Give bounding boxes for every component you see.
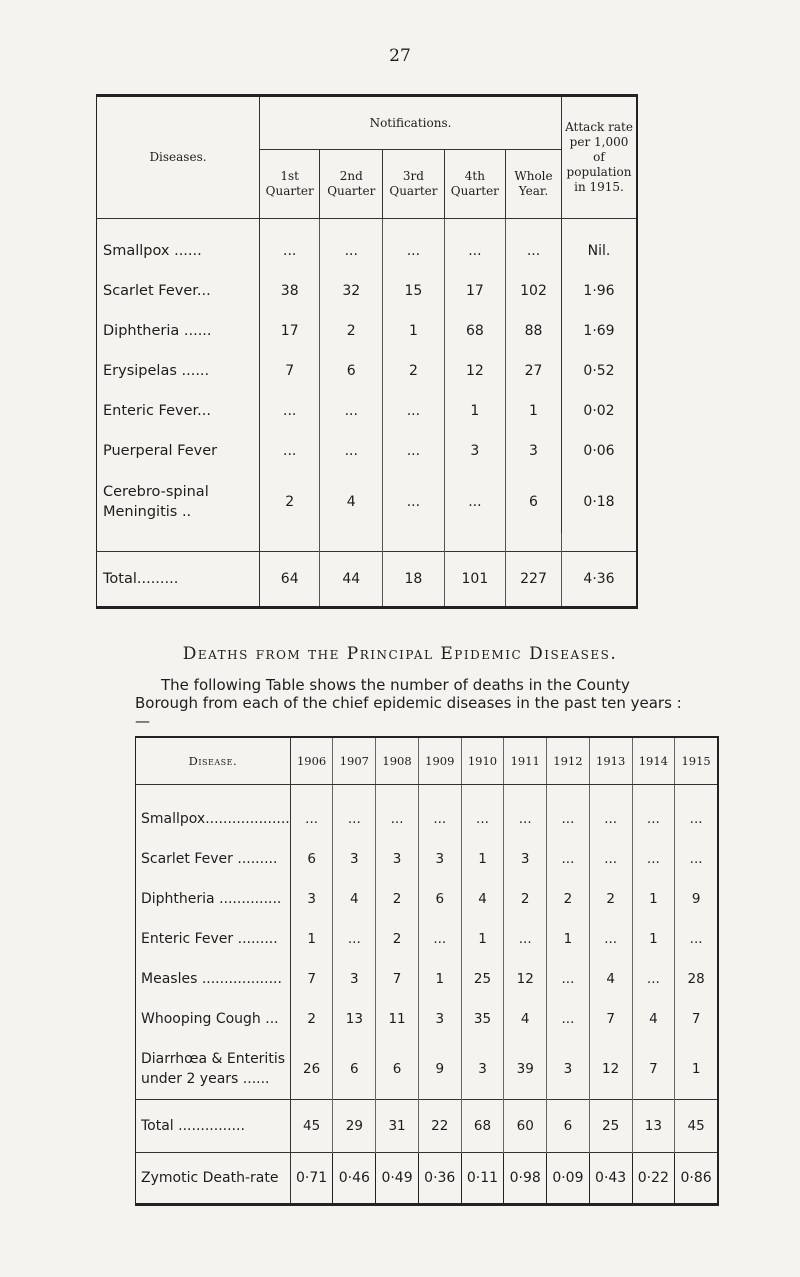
death-count: 35 xyxy=(461,999,504,1039)
notification-value: 6 xyxy=(505,471,561,533)
total-row-value: 22 xyxy=(418,1100,461,1153)
death-count: ... xyxy=(376,785,419,840)
disease-name: Puerperal Fever xyxy=(97,431,260,471)
attack-rate-header: Attack rate per 1,000 of population in 1915. xyxy=(562,96,638,219)
death-count: 12 xyxy=(589,1039,632,1100)
notification-value: ... xyxy=(383,431,445,471)
death-count: ... xyxy=(504,919,547,959)
table-row xyxy=(97,219,638,272)
death-count: ... xyxy=(418,785,461,840)
zymotic-death-rate-row-value: 0·36 xyxy=(418,1153,461,1205)
death-count: 9 xyxy=(418,1039,461,1100)
death-count: 13 xyxy=(333,999,376,1039)
disease-name: Diphtheria .............. xyxy=(136,879,291,919)
notification-value: 1 xyxy=(383,311,445,351)
deaths-table xyxy=(135,736,719,1206)
death-count: ... xyxy=(589,839,632,879)
death-count: 3 xyxy=(461,1039,504,1100)
death-count: 4 xyxy=(632,999,675,1039)
death-count: ... xyxy=(418,919,461,959)
death-count: ... xyxy=(547,999,590,1039)
death-count: 2 xyxy=(504,879,547,919)
total-value: 18 xyxy=(383,552,445,608)
death-count: 1 xyxy=(632,919,675,959)
notifications-table xyxy=(96,94,638,609)
attack-rate-value: 0·18 xyxy=(583,494,615,510)
quarter-header: 2nd Quarter xyxy=(320,150,383,219)
attack-rate-value: 0·52 xyxy=(583,363,615,379)
death-count: 1 xyxy=(290,919,333,959)
death-count: 2 xyxy=(376,919,419,959)
intro-paragraph: The following Table shows the number of deaths in the County Borough from each of the chief epidemic diseases in the past ten years :— xyxy=(135,676,682,730)
notifications-group-header: Notifications. xyxy=(260,96,562,150)
notification-value: 3 xyxy=(444,431,505,471)
notification-value: 15 xyxy=(383,271,445,311)
death-count: 3 xyxy=(333,959,376,999)
zymotic-death-rate-row-value: 0·43 xyxy=(589,1153,632,1205)
table-row xyxy=(97,471,638,533)
death-count: 39 xyxy=(504,1039,547,1100)
total-row-value: 60 xyxy=(504,1100,547,1153)
death-count: ... xyxy=(689,811,703,827)
death-count: 12 xyxy=(504,959,547,999)
total-row xyxy=(97,552,638,608)
zymotic-death-rate-row-value: 0·98 xyxy=(504,1153,547,1205)
total-row-value: 25 xyxy=(589,1100,632,1153)
notification-value: ... xyxy=(260,391,320,431)
notification-value: 1 xyxy=(505,391,561,431)
death-count: 7 xyxy=(376,959,419,999)
disease-name: Measles .................. xyxy=(136,959,291,999)
death-count: 3 xyxy=(418,999,461,1039)
disease-name: Enteric Fever ......... xyxy=(136,919,291,959)
death-count: 28 xyxy=(687,971,705,987)
death-count: 3 xyxy=(290,879,333,919)
total-value: 227 xyxy=(505,552,561,608)
notification-value: 6 xyxy=(320,351,383,391)
death-count: 6 xyxy=(376,1039,419,1100)
zymotic-death-rate-row-value: 0·22 xyxy=(632,1153,675,1205)
death-count: ... xyxy=(689,851,703,867)
death-count: ... xyxy=(333,919,376,959)
page-number: 27 xyxy=(389,46,411,66)
disease-name: Scarlet Fever... xyxy=(97,271,260,311)
year-header: 1915 xyxy=(675,737,718,785)
death-count: 6 xyxy=(418,879,461,919)
disease-name: Diarrhœa & Enteritis under 2 years ...... xyxy=(136,1039,291,1100)
death-count: 25 xyxy=(461,959,504,999)
total-value: 101 xyxy=(444,552,505,608)
spacer-row xyxy=(97,533,638,552)
zymotic-death-rate-row-label: Zymotic Death-rate xyxy=(136,1153,291,1205)
notification-value: 38 xyxy=(260,271,320,311)
death-count: 7 xyxy=(632,1039,675,1100)
attack-rate-value: 1·69 xyxy=(583,323,615,339)
death-count: 4 xyxy=(461,879,504,919)
death-count: 2 xyxy=(589,879,632,919)
notification-value: 2 xyxy=(320,311,383,351)
death-count: 2 xyxy=(290,999,333,1039)
death-count: 7 xyxy=(691,1011,701,1027)
total-row-value: 31 xyxy=(376,1100,419,1153)
attack-rate-value: 1·96 xyxy=(583,283,615,299)
table-row xyxy=(136,999,719,1039)
disease-name: Scarlet Fever ......... xyxy=(136,839,291,879)
death-count: 4 xyxy=(333,879,376,919)
disease-name: Smallpox ...... xyxy=(97,219,260,272)
notification-value: 102 xyxy=(505,271,561,311)
notification-value: ... xyxy=(260,431,320,471)
quarter-header: Whole Year. xyxy=(505,150,561,219)
zymotic-death-rate-row-value: 0·49 xyxy=(376,1153,419,1205)
notification-value: 1 xyxy=(444,391,505,431)
death-count: ... xyxy=(547,959,590,999)
notification-value: ... xyxy=(383,471,445,533)
year-header: 1910 xyxy=(461,737,504,785)
zymotic-death-rate-row-value: 0·11 xyxy=(461,1153,504,1205)
death-count: ... xyxy=(290,785,333,840)
disease-name: Erysipelas ...... xyxy=(97,351,260,391)
notification-value: 2 xyxy=(383,351,445,391)
notification-value: ... xyxy=(383,219,445,272)
year-header: 1908 xyxy=(376,737,419,785)
year-header: 1914 xyxy=(632,737,675,785)
death-count: 7 xyxy=(589,999,632,1039)
total-row-value: 6 xyxy=(547,1100,590,1153)
death-count: 26 xyxy=(290,1039,333,1100)
death-count: 3 xyxy=(547,1039,590,1100)
death-count: 2 xyxy=(547,879,590,919)
death-count: ... xyxy=(547,785,590,840)
death-count: ... xyxy=(547,839,590,879)
death-count: 1 xyxy=(632,879,675,919)
death-count: 4 xyxy=(504,999,547,1039)
total-row-value: 45 xyxy=(675,1100,718,1153)
total-value: 64 xyxy=(260,552,320,608)
total-row-value: 29 xyxy=(333,1100,376,1153)
death-count: 6 xyxy=(333,1039,376,1100)
death-count: 3 xyxy=(504,839,547,879)
table-row xyxy=(136,839,719,879)
death-count: 1 xyxy=(461,839,504,879)
attack-rate-value: 0·06 xyxy=(583,443,615,459)
notification-value: 88 xyxy=(505,311,561,351)
notification-value: 2 xyxy=(260,471,320,533)
notification-value: 17 xyxy=(444,271,505,311)
table-row xyxy=(97,391,638,431)
notification-value: 27 xyxy=(505,351,561,391)
year-header: 1906 xyxy=(290,737,333,785)
total-label: Total......... xyxy=(97,552,260,608)
death-count: 1 xyxy=(418,959,461,999)
death-count: ... xyxy=(632,785,675,840)
notification-value: 12 xyxy=(444,351,505,391)
death-count: ... xyxy=(589,785,632,840)
death-count: ... xyxy=(504,785,547,840)
death-count: ... xyxy=(333,785,376,840)
disease-name: Smallpox................... xyxy=(136,785,291,840)
death-count: ... xyxy=(632,959,675,999)
death-count: 7 xyxy=(290,959,333,999)
death-count: 11 xyxy=(376,999,419,1039)
death-count: ... xyxy=(689,931,703,947)
notification-value: ... xyxy=(320,219,383,272)
death-count: 9 xyxy=(691,891,701,907)
quarter-header: 1st Quarter xyxy=(260,150,320,219)
disease-column-header: Disease. xyxy=(136,737,291,785)
notification-value: ... xyxy=(320,431,383,471)
disease-name: Diphtheria ...... xyxy=(97,311,260,351)
disease-name: Enteric Fever... xyxy=(97,391,260,431)
disease-name: Cerebro-spinal Meningitis .. xyxy=(97,471,260,533)
notification-value: 17 xyxy=(260,311,320,351)
death-count: 4 xyxy=(589,959,632,999)
year-header: 1913 xyxy=(589,737,632,785)
table-row xyxy=(136,919,719,959)
total-attack-rate: 4·36 xyxy=(562,552,638,608)
total-row-value: 45 xyxy=(290,1100,333,1153)
table-row xyxy=(97,311,638,351)
notification-value: 7 xyxy=(260,351,320,391)
quarter-header: 4th Quarter xyxy=(444,150,505,219)
attack-rate-value: Nil. xyxy=(587,243,611,259)
notification-value: 3 xyxy=(505,431,561,471)
notification-value: ... xyxy=(444,471,505,533)
table-row xyxy=(136,785,719,840)
zymotic-death-rate-row-value: 0·09 xyxy=(547,1153,590,1205)
death-count: 3 xyxy=(333,839,376,879)
zymotic-death-rate-row-value: 0·71 xyxy=(290,1153,333,1205)
death-count: 6 xyxy=(290,839,333,879)
notification-value: ... xyxy=(260,219,320,272)
death-count: 3 xyxy=(376,839,419,879)
disease-name: Whooping Cough ... xyxy=(136,999,291,1039)
total-row xyxy=(136,1100,719,1153)
year-header: 1911 xyxy=(504,737,547,785)
death-count: 2 xyxy=(376,879,419,919)
death-count: ... xyxy=(632,839,675,879)
table-row xyxy=(97,351,638,391)
table-row xyxy=(136,1039,719,1100)
death-count: ... xyxy=(461,785,504,840)
attack-rate-value: 0·02 xyxy=(583,403,615,419)
notification-value: ... xyxy=(320,391,383,431)
notification-value: 32 xyxy=(320,271,383,311)
zymotic-death-rate-row xyxy=(136,1153,719,1205)
notification-value: ... xyxy=(444,219,505,272)
year-header: 1907 xyxy=(333,737,376,785)
section-heading: Deaths from the Principal Epidemic Diseases. xyxy=(182,644,618,664)
table-row xyxy=(97,271,638,311)
year-header: 1909 xyxy=(418,737,461,785)
notification-value: 68 xyxy=(444,311,505,351)
death-count: 1 xyxy=(691,1061,701,1077)
total-row-value: 68 xyxy=(461,1100,504,1153)
death-count: 1 xyxy=(547,919,590,959)
total-row-label: Total ............... xyxy=(136,1100,291,1153)
total-value: 44 xyxy=(320,552,383,608)
death-count: ... xyxy=(589,919,632,959)
notification-value: ... xyxy=(505,219,561,272)
year-header: 1912 xyxy=(547,737,590,785)
table-row xyxy=(136,879,719,919)
quarter-header: 3rd Quarter xyxy=(383,150,445,219)
death-count: 3 xyxy=(418,839,461,879)
total-row-value: 13 xyxy=(632,1100,675,1153)
table-row xyxy=(136,959,719,999)
table-row xyxy=(97,431,638,471)
notification-value: ... xyxy=(383,391,445,431)
diseases-column-header: Diseases. xyxy=(97,96,260,219)
death-count: 1 xyxy=(461,919,504,959)
zymotic-death-rate-row-value: 0·86 xyxy=(675,1153,718,1205)
notification-value: 4 xyxy=(320,471,383,533)
zymotic-death-rate-row-value: 0·46 xyxy=(333,1153,376,1205)
